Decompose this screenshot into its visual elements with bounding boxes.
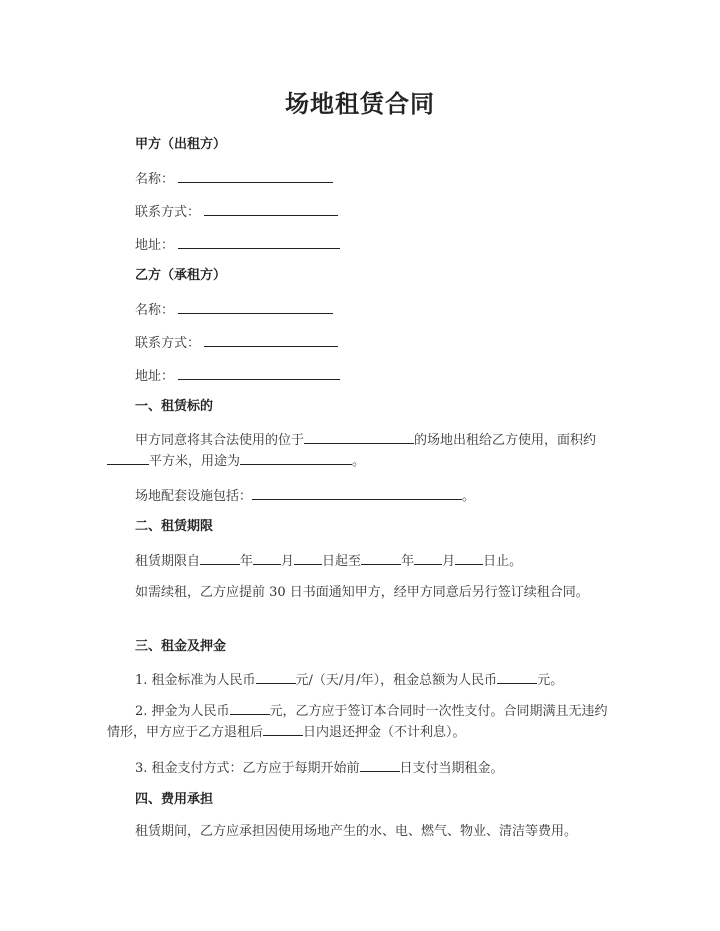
text: 租赁期限自: [135, 554, 201, 569]
text: 年: [240, 554, 254, 569]
text: 3. 租金支付方式：乙方应于每期开始前: [135, 761, 360, 776]
party-b-address-row: [135, 367, 340, 385]
section3-item2: [107, 701, 617, 743]
party-b-contact-label: 联系方式：: [135, 336, 201, 351]
party-b-contact-row: [135, 334, 338, 352]
section3-item3: [135, 759, 504, 777]
party-b-name-field[interactable]: [178, 301, 333, 314]
payment-days-field[interactable]: [360, 759, 400, 772]
refund-days-field[interactable]: [263, 723, 303, 736]
party-a-heading: 甲方（出租方）: [135, 137, 227, 152]
party-b-address-label: 地址：: [135, 369, 175, 384]
text: 日起至: [322, 554, 362, 569]
text: 日支付当期租金。: [399, 761, 504, 776]
party-a-contact-row: [135, 203, 338, 221]
text: 甲方同意将其合法使用的位于: [135, 433, 305, 448]
rent-rate-field[interactable]: [256, 671, 296, 684]
start-month-field[interactable]: [253, 552, 281, 565]
text: 2. 押金为人民币: [135, 704, 230, 719]
party-b-address-field[interactable]: [178, 367, 340, 380]
party-b-name-label: 名称：: [135, 303, 175, 318]
text: 日内退还押金（不计利息）。: [303, 725, 466, 740]
start-year-field[interactable]: [200, 552, 240, 565]
start-day-field[interactable]: [294, 552, 322, 565]
party-a-name-label: 名称：: [135, 172, 175, 187]
text: 月: [281, 554, 295, 569]
text: 年: [401, 554, 415, 569]
section2-heading: 二、租赁期限: [135, 519, 214, 534]
facilities-field[interactable]: [252, 487, 462, 500]
section3-heading: 三、租金及押金: [135, 639, 227, 654]
section3-item1: [135, 671, 563, 689]
document-title: 场地租赁合同: [285, 90, 435, 118]
text: 场地配套设施包括：: [135, 489, 253, 504]
text: 元，乙方应于签订本合同时一次性支付。合同期满且无违约情形，甲方应于乙方退租后: [107, 704, 608, 740]
section2-term: [135, 552, 522, 570]
party-a-contact-label: 联系方式：: [135, 205, 201, 220]
party-a-address-label: 地址：: [135, 238, 175, 253]
party-a-contact-field[interactable]: [204, 203, 338, 216]
location-field[interactable]: [304, 431, 414, 444]
end-day-field[interactable]: [455, 552, 483, 565]
text: 。: [352, 454, 366, 469]
party-a-address-field[interactable]: [178, 236, 340, 249]
party-b-contact-field[interactable]: [204, 334, 338, 347]
text: 元。: [537, 673, 564, 688]
end-month-field[interactable]: [414, 552, 442, 565]
text: 1. 租金标准为人民币: [135, 673, 256, 688]
area-field[interactable]: [107, 452, 149, 465]
text: 元/（天/月/年），租金总额为人民币: [295, 673, 498, 688]
end-year-field[interactable]: [361, 552, 401, 565]
text: 。: [462, 489, 476, 504]
party-b-heading: 乙方（承租方）: [135, 268, 227, 283]
rent-total-field[interactable]: [497, 671, 537, 684]
section1-paragraph1: [107, 430, 617, 472]
text: 月: [442, 554, 456, 569]
section4-heading: 四、费用承担: [135, 792, 214, 807]
text: 的场地出租给乙方使用，面积约: [414, 433, 597, 448]
party-a-name-row: [135, 170, 333, 188]
party-a-name-field[interactable]: [178, 170, 333, 183]
text: 平方米，用途为: [149, 454, 241, 469]
section1-paragraph2: [135, 487, 475, 505]
deposit-field[interactable]: [230, 702, 270, 715]
party-a-address-row: [135, 236, 340, 254]
purpose-field[interactable]: [240, 452, 352, 465]
text: 日止。: [483, 554, 523, 569]
section2-renewal: 如需续租，乙方应提前 30 日书面通知甲方，经甲方同意后另行签订续租合同。: [135, 585, 589, 600]
section1-heading: 一、租赁标的: [135, 399, 214, 414]
party-b-name-row: [135, 301, 333, 319]
section4-paragraph: 租赁期间，乙方应承担因使用场地产生的水、电、燃气、物业、清洁等费用。: [135, 824, 578, 839]
